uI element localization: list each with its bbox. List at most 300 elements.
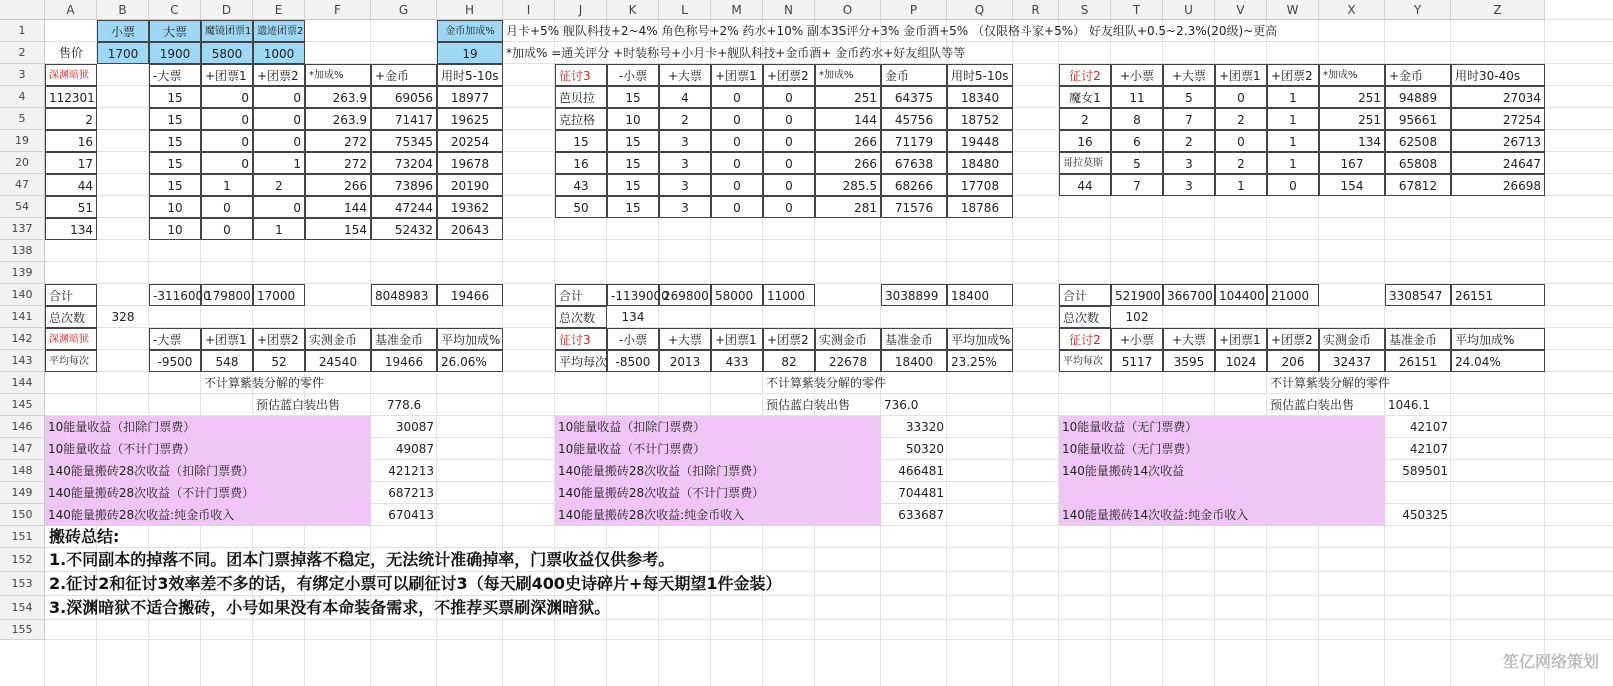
cell-S20[interactable]: 哥拉莫斯 <box>1059 152 1111 174</box>
cell-value-G146[interactable]: 30087 <box>395 420 434 434</box>
cell-W20[interactable]: 1 <box>1267 152 1319 174</box>
cell-Y20[interactable]: 65808 <box>1385 152 1451 174</box>
cell-M54[interactable]: 0 <box>711 196 763 218</box>
cell-value-G150[interactable]: 670413 <box>388 508 434 522</box>
cell-F19[interactable]: 272 <box>305 130 371 152</box>
column-header-J[interactable]: J <box>555 0 607 20</box>
cell-Q143[interactable]: 23.25% <box>947 350 1013 372</box>
row-header-47[interactable]: 47 <box>0 174 45 196</box>
row-header-54[interactable]: 54 <box>0 196 45 218</box>
row-header-20[interactable]: 20 <box>0 152 45 174</box>
cell-J146[interactable]: 10能量收益（扣除门票费） <box>555 416 881 438</box>
cell-H142[interactable]: 平均加成% <box>437 328 503 350</box>
cell-U5[interactable]: 7 <box>1163 108 1215 130</box>
cell-C3[interactable]: -大票 <box>149 64 201 86</box>
cell-value-Y148[interactable]: 589501 <box>1402 464 1448 478</box>
cell-E142[interactable]: +团票2 <box>253 328 305 350</box>
cell-M19[interactable]: 0 <box>711 130 763 152</box>
column-header-F[interactable]: F <box>305 0 371 20</box>
cell-S147[interactable]: 10能量收益（无门票费） <box>1059 438 1385 460</box>
column-header-P[interactable]: P <box>881 0 947 20</box>
cell-Y5[interactable]: 95661 <box>1385 108 1451 130</box>
cell-D140[interactable]: 179800 <box>201 284 253 306</box>
cell-M3[interactable]: +团票1 <box>711 64 763 86</box>
cell-J20[interactable]: 16 <box>555 152 607 174</box>
row-header-19[interactable]: 19 <box>0 130 45 152</box>
cell-value-P146[interactable]: 33320 <box>905 420 944 434</box>
cell-J54[interactable]: 50 <box>555 196 607 218</box>
cell-E140[interactable]: 17000 <box>253 284 305 306</box>
cell-P4[interactable]: 64375 <box>881 86 947 108</box>
cell-N20[interactable]: 0 <box>763 152 815 174</box>
cell-value-Y150[interactable]: 450325 <box>1402 508 1448 522</box>
cell-T142[interactable]: +小票 <box>1111 328 1163 350</box>
cell-F4[interactable]: 263.9 <box>305 86 371 108</box>
cell-P140[interactable]: 3038899 <box>881 284 947 306</box>
cell-C1[interactable]: 大票 <box>149 20 201 42</box>
cell-K5[interactable]: 10 <box>607 108 659 130</box>
cell-W142[interactable]: +团票2 <box>1267 328 1319 350</box>
cell-M143[interactable]: 433 <box>711 350 763 372</box>
cell-X3[interactable]: *加成% <box>1319 64 1385 86</box>
cell-T20[interactable]: 5 <box>1111 152 1163 174</box>
cell-P142[interactable]: 基准金币 <box>881 328 947 350</box>
cell-O20[interactable]: 266 <box>815 152 881 174</box>
cell-N145[interactable]: 预估蓝白装出售 <box>766 398 851 412</box>
cell-H140[interactable]: 19466 <box>437 284 503 306</box>
select-all-corner[interactable] <box>0 0 45 20</box>
cell-Y145[interactable]: 1046.1 <box>1388 398 1430 412</box>
cell-value-P149[interactable]: 704481 <box>898 486 944 500</box>
cell-P3[interactable]: 金币 <box>881 64 947 86</box>
cell-F5[interactable]: 263.9 <box>305 108 371 130</box>
column-header-H[interactable]: H <box>437 0 503 20</box>
cell-A151[interactable]: 搬砖总结: <box>49 527 120 546</box>
cell-U143[interactable]: 3595 <box>1163 350 1215 372</box>
cell-U47[interactable]: 3 <box>1163 174 1215 196</box>
cell-T47[interactable]: 7 <box>1111 174 1163 196</box>
column-header-O[interactable]: O <box>815 0 881 20</box>
cell-S143[interactable]: 平均每次 <box>1059 350 1111 372</box>
cell-U19[interactable]: 2 <box>1163 130 1215 152</box>
cell-D20[interactable]: 0 <box>201 152 253 174</box>
cell-G19[interactable]: 75345 <box>371 130 437 152</box>
cell-D54[interactable]: 0 <box>201 196 253 218</box>
cell-T141[interactable]: 102 <box>1125 310 1149 324</box>
cell-J147[interactable]: 10能量收益（不计门票费） <box>555 438 881 460</box>
cell-E143[interactable]: 52 <box>253 350 305 372</box>
cell-J19[interactable]: 15 <box>555 130 607 152</box>
cell-Y47[interactable]: 67812 <box>1385 174 1451 196</box>
cell-G54[interactable]: 47244 <box>371 196 437 218</box>
cell-Q142[interactable]: 平均加成% <box>947 328 1013 350</box>
cell-Z47[interactable]: 26698 <box>1451 174 1545 196</box>
cell-C54[interactable]: 10 <box>149 196 201 218</box>
column-header-W[interactable]: W <box>1267 0 1319 20</box>
cell-G3[interactable]: +金币 <box>371 64 437 86</box>
cell-L19[interactable]: 3 <box>659 130 711 152</box>
cell-E137[interactable]: 1 <box>253 218 305 240</box>
cell-Z4[interactable]: 27034 <box>1451 86 1545 108</box>
cell-V5[interactable]: 2 <box>1215 108 1267 130</box>
cell-L3[interactable]: +大票 <box>659 64 711 86</box>
cell-O143[interactable]: 22678 <box>815 350 881 372</box>
cell-M47[interactable]: 0 <box>711 174 763 196</box>
cell-Q140[interactable]: 18400 <box>947 284 1013 306</box>
row-header-145[interactable]: 145 <box>0 394 45 416</box>
cell-E19[interactable]: 0 <box>253 130 305 152</box>
cell-S47[interactable]: 44 <box>1059 174 1111 196</box>
cell-A153[interactable]: 2.征讨2和征讨3效率差不多的话，有绑定小票可以刷征讨3（每天刷400史诗碎片+每天期望1件金装） <box>49 574 782 593</box>
cell-M142[interactable]: +团票1 <box>711 328 763 350</box>
cell-P143[interactable]: 18400 <box>881 350 947 372</box>
cell-K3[interactable]: -小票 <box>607 64 659 86</box>
column-header-U[interactable]: U <box>1163 0 1215 20</box>
cell-A148[interactable]: 140能量搬砖28次收益（扣除门票费） <box>45 460 371 482</box>
cell-A146[interactable]: 10能量收益（扣除门票费） <box>45 416 371 438</box>
cell-X4[interactable]: 251 <box>1319 86 1385 108</box>
cell-D4[interactable]: 0 <box>201 86 253 108</box>
cell-H47[interactable]: 20190 <box>437 174 503 196</box>
cell-Q54[interactable]: 18786 <box>947 196 1013 218</box>
cell-H3[interactable]: 用时5-10s <box>437 64 503 86</box>
cell-L143[interactable]: 2013 <box>659 350 711 372</box>
cell-Z140[interactable]: 26151 <box>1451 284 1545 306</box>
cell-L47[interactable]: 3 <box>659 174 711 196</box>
cell-H19[interactable]: 20254 <box>437 130 503 152</box>
cell-J148[interactable]: 140能量搬砖28次收益（扣除门票费） <box>555 460 881 482</box>
column-header-T[interactable]: T <box>1111 0 1163 20</box>
cell-A54[interactable]: 51 <box>45 196 97 218</box>
cell-E145[interactable]: 预估蓝白装出售 <box>256 398 341 412</box>
cell-X5[interactable]: 251 <box>1319 108 1385 130</box>
cell-J150[interactable]: 140能量搬砖28次收益:纯金币收入 <box>555 504 881 526</box>
cell-Y3[interactable]: +金币 <box>1385 64 1451 86</box>
cell-H5[interactable]: 19625 <box>437 108 503 130</box>
cell-H137[interactable]: 20643 <box>437 218 503 240</box>
cell-A3[interactable]: 深渊暗狱 <box>45 64 97 86</box>
cell-E1[interactable]: 遗迹团票2 <box>253 20 305 42</box>
cell-X143[interactable]: 32437 <box>1319 350 1385 372</box>
cell-A149[interactable]: 140能量搬砖28次收益（不计门票费） <box>45 482 371 504</box>
cell-N143[interactable]: 82 <box>763 350 815 372</box>
cell-Q20[interactable]: 18480 <box>947 152 1013 174</box>
column-header-K[interactable]: K <box>607 0 659 20</box>
cell-D144[interactable]: 不计算紫装分解的零件 <box>204 376 325 390</box>
column-header-I[interactable]: I <box>503 0 555 20</box>
cell-P5[interactable]: 45756 <box>881 108 947 130</box>
cell-N4[interactable]: 0 <box>763 86 815 108</box>
cell-L20[interactable]: 3 <box>659 152 711 174</box>
cell-K143[interactable]: -8500 <box>607 350 659 372</box>
row-header-149[interactable]: 149 <box>0 482 45 504</box>
cell-D142[interactable]: +团票1 <box>201 328 253 350</box>
cell-S142[interactable]: 征讨2 <box>1059 328 1111 350</box>
row-header-153[interactable]: 153 <box>0 572 45 596</box>
cell-C5[interactable]: 15 <box>149 108 201 130</box>
cell-value-Y149[interactable] <box>1385 482 1451 504</box>
cell-T143[interactable]: 5117 <box>1111 350 1163 372</box>
row-header-150[interactable]: 150 <box>0 504 45 526</box>
cell-V140[interactable]: 104400 <box>1215 284 1267 306</box>
cell-X20[interactable]: 167 <box>1319 152 1385 174</box>
row-header-2[interactable]: 2 <box>0 42 45 64</box>
cell-A2[interactable]: 售价 <box>58 46 83 60</box>
cell-U140[interactable]: 366700 <box>1163 284 1215 306</box>
cell-A137[interactable]: 134 <box>45 218 97 240</box>
cell-I2[interactable]: *加成% =通关评分 +时装称号+小月卡+舰队科技+金币酒+ 金币药水+好友组队等等 <box>506 46 966 60</box>
row-header-144[interactable]: 144 <box>0 372 45 394</box>
cell-L54[interactable]: 3 <box>659 196 711 218</box>
cell-W5[interactable]: 1 <box>1267 108 1319 130</box>
cell-J5[interactable]: 克拉格 <box>555 108 607 130</box>
column-header-R[interactable]: R <box>1013 0 1059 20</box>
cell-U3[interactable]: +大票 <box>1163 64 1215 86</box>
cell-Q3[interactable]: 用时5-10s <box>947 64 1013 86</box>
row-header-3[interactable]: 3 <box>0 64 45 86</box>
cell-K4[interactable]: 15 <box>607 86 659 108</box>
cell-A141[interactable]: 总次数 <box>45 306 97 328</box>
cell-value-G147[interactable]: 49087 <box>395 442 434 456</box>
cell-G5[interactable]: 71417 <box>371 108 437 130</box>
cell-C140[interactable]: -3116000 <box>149 284 201 306</box>
column-header-C[interactable]: C <box>149 0 201 20</box>
cell-V3[interactable]: +团票1 <box>1215 64 1267 86</box>
cell-T19[interactable]: 6 <box>1111 130 1163 152</box>
cell-W3[interactable]: +团票2 <box>1267 64 1319 86</box>
cell-W4[interactable]: 1 <box>1267 86 1319 108</box>
cell-O4[interactable]: 251 <box>815 86 881 108</box>
column-header-B[interactable]: B <box>97 0 149 20</box>
column-header-X[interactable]: X <box>1319 0 1385 20</box>
cell-L4[interactable]: 4 <box>659 86 711 108</box>
cell-X47[interactable]: 154 <box>1319 174 1385 196</box>
cell-P145[interactable]: 736.0 <box>884 398 919 412</box>
cell-V4[interactable]: 0 <box>1215 86 1267 108</box>
cell-D1[interactable]: 魔镜团票1 <box>201 20 253 42</box>
cell-value-Y146[interactable]: 42107 <box>1409 420 1448 434</box>
cell-T140[interactable]: 521900 <box>1111 284 1163 306</box>
cell-N140[interactable]: 11000 <box>763 284 815 306</box>
cell-K142[interactable]: -小票 <box>607 328 659 350</box>
cell-C2[interactable]: 1900 <box>149 42 201 64</box>
cell-Z142[interactable]: 平均加成% <box>1451 328 1545 350</box>
cell-O5[interactable]: 144 <box>815 108 881 130</box>
cell-O47[interactable]: 285.5 <box>815 174 881 196</box>
cell-N3[interactable]: +团票2 <box>763 64 815 86</box>
cell-C137[interactable]: 10 <box>149 218 201 240</box>
cell-V19[interactable]: 0 <box>1215 130 1267 152</box>
cell-C142[interactable]: -大票 <box>149 328 201 350</box>
cell-S4[interactable]: 魔女1 <box>1059 86 1111 108</box>
cell-F142[interactable]: 实测金币 <box>305 328 371 350</box>
cell-F20[interactable]: 272 <box>305 152 371 174</box>
cell-B2[interactable]: 1700 <box>97 42 149 64</box>
cell-value-G149[interactable]: 687213 <box>388 486 434 500</box>
cell-Z3[interactable]: 用时30-40s <box>1451 64 1545 86</box>
cell-G145[interactable]: 778.6 <box>386 398 422 412</box>
cell-N142[interactable]: +团票2 <box>763 328 815 350</box>
cell-I1[interactable]: 月卡+5% 舰队科技+2~4% 角色称号+2% 药水+10% 副本3S评分+3% 金币酒+5% （仅限格斗家+5%） 好友组队+0.5~2.3%(20级)~更高 <box>506 24 1278 38</box>
cell-A47[interactable]: 44 <box>45 174 97 196</box>
row-header-154[interactable]: 154 <box>0 596 45 620</box>
cell-value-G148[interactable]: 421213 <box>388 464 434 478</box>
column-header-S[interactable]: S <box>1059 0 1111 20</box>
cell-G143[interactable]: 19466 <box>371 350 437 372</box>
cell-C19[interactable]: 15 <box>149 130 201 152</box>
cell-J141[interactable]: 总次数 <box>555 306 607 328</box>
row-header-139[interactable]: 139 <box>0 262 45 284</box>
cell-A154[interactable]: 3.深渊暗狱不适合搬砖，小号如果没有本命装备需求，不推荐买票刷深渊暗狱。 <box>49 598 611 617</box>
cell-Z143[interactable]: 24.04% <box>1451 350 1545 372</box>
cell-H20[interactable]: 19678 <box>437 152 503 174</box>
cell-D5[interactable]: 0 <box>201 108 253 130</box>
cell-value-P150[interactable]: 633687 <box>898 508 944 522</box>
cell-G142[interactable]: 基准金币 <box>371 328 437 350</box>
column-header-M[interactable]: M <box>711 0 763 20</box>
cell-A142[interactable]: 深渊暗狱 <box>45 328 97 350</box>
cell-A152[interactable]: 1.不同副本的掉落不同。团本门票掉落不稳定，无法统计准确掉率，门票收益仅供参考。 <box>49 550 675 569</box>
cell-B1[interactable]: 小票 <box>97 20 149 42</box>
cell-A150[interactable]: 140能量搬砖28次收益:纯金币收入 <box>45 504 371 526</box>
cell-W145[interactable]: 预估蓝白装出售 <box>1270 398 1355 412</box>
cell-Y142[interactable]: 基准金币 <box>1385 328 1451 350</box>
cell-J143[interactable]: 平均每次 <box>555 350 607 372</box>
column-header-G[interactable]: G <box>371 0 437 20</box>
cell-A140[interactable]: 合计 <box>45 284 97 306</box>
cell-J140[interactable]: 合计 <box>555 284 607 306</box>
cell-K140[interactable]: -1139000 <box>607 284 659 306</box>
cell-C143[interactable]: -9500 <box>149 350 201 372</box>
cell-Y19[interactable]: 62508 <box>1385 130 1451 152</box>
cell-U4[interactable]: 5 <box>1163 86 1215 108</box>
cell-Z5[interactable]: 27254 <box>1451 108 1545 130</box>
row-header-155[interactable]: 155 <box>0 620 45 640</box>
cell-O3[interactable]: *加成% <box>815 64 881 86</box>
cell-S3[interactable]: 征讨2 <box>1059 64 1111 86</box>
cell-K47[interactable]: 15 <box>607 174 659 196</box>
row-header-146[interactable]: 146 <box>0 416 45 438</box>
cell-K141[interactable]: 134 <box>621 310 645 324</box>
cell-S148[interactable]: 140能量搬砖14次收益 <box>1059 460 1385 482</box>
cell-Q4[interactable]: 18340 <box>947 86 1013 108</box>
cell-W144[interactable]: 不计算紫装分解的零件 <box>1270 376 1391 390</box>
cell-L140[interactable]: 269800 <box>659 284 711 306</box>
cell-L5[interactable]: 2 <box>659 108 711 130</box>
cell-Y143[interactable]: 26151 <box>1385 350 1451 372</box>
row-header-5[interactable]: 5 <box>0 108 45 130</box>
cell-K19[interactable]: 15 <box>607 130 659 152</box>
cell-P19[interactable]: 71179 <box>881 130 947 152</box>
cell-W47[interactable]: 0 <box>1267 174 1319 196</box>
cell-M4[interactable]: 0 <box>711 86 763 108</box>
row-header-152[interactable]: 152 <box>0 548 45 572</box>
cell-G140[interactable]: 8048983 <box>371 284 437 306</box>
cell-S149[interactable] <box>1059 482 1385 504</box>
column-header-E[interactable]: E <box>253 0 305 20</box>
cell-E3[interactable]: +团票2 <box>253 64 305 86</box>
column-header-Z[interactable]: Z <box>1451 0 1545 20</box>
row-header-137[interactable]: 137 <box>0 218 45 240</box>
cell-D3[interactable]: +团票1 <box>201 64 253 86</box>
cell-O19[interactable]: 266 <box>815 130 881 152</box>
cell-S19[interactable]: 16 <box>1059 130 1111 152</box>
cell-A147[interactable]: 10能量收益（不计门票费） <box>45 438 371 460</box>
cell-F137[interactable]: 154 <box>305 218 371 240</box>
column-header-V[interactable]: V <box>1215 0 1267 20</box>
cell-A19[interactable]: 16 <box>45 130 97 152</box>
cell-E2[interactable]: 1000 <box>253 42 305 64</box>
cell-D143[interactable]: 548 <box>201 350 253 372</box>
row-header-142[interactable]: 142 <box>0 328 45 350</box>
cell-Z20[interactable]: 24647 <box>1451 152 1545 174</box>
cell-F143[interactable]: 24540 <box>305 350 371 372</box>
cell-U142[interactable]: +大票 <box>1163 328 1215 350</box>
cell-K54[interactable]: 15 <box>607 196 659 218</box>
cell-O142[interactable]: 实测金币 <box>815 328 881 350</box>
cell-N47[interactable]: 0 <box>763 174 815 196</box>
column-header-L[interactable]: L <box>659 0 711 20</box>
column-header-Y[interactable]: Y <box>1385 0 1451 20</box>
cell-E4[interactable]: 0 <box>253 86 305 108</box>
row-header-138[interactable]: 138 <box>0 240 45 262</box>
cell-G47[interactable]: 73896 <box>371 174 437 196</box>
cell-J4[interactable]: 芭贝拉 <box>555 86 607 108</box>
cell-T5[interactable]: 8 <box>1111 108 1163 130</box>
cell-M140[interactable]: 58000 <box>711 284 763 306</box>
cell-Y140[interactable]: 3308547 <box>1385 284 1451 306</box>
row-header-147[interactable]: 147 <box>0 438 45 460</box>
cell-L142[interactable]: +大票 <box>659 328 711 350</box>
column-header-A[interactable]: A <box>45 0 97 20</box>
cell-H2[interactable]: 19 <box>437 42 503 64</box>
cell-W143[interactable]: 206 <box>1267 350 1319 372</box>
cell-E5[interactable]: 0 <box>253 108 305 130</box>
cell-J47[interactable]: 43 <box>555 174 607 196</box>
cell-N54[interactable]: 0 <box>763 196 815 218</box>
row-header-151[interactable]: 151 <box>0 526 45 548</box>
cell-G20[interactable]: 73204 <box>371 152 437 174</box>
cell-X142[interactable]: 实测金币 <box>1319 328 1385 350</box>
cell-E54[interactable]: 0 <box>253 196 305 218</box>
cell-C47[interactable]: 15 <box>149 174 201 196</box>
cell-G4[interactable]: 69056 <box>371 86 437 108</box>
cell-J142[interactable]: 征讨3 <box>555 328 607 350</box>
cell-X19[interactable]: 134 <box>1319 130 1385 152</box>
cell-A4[interactable]: 112301 <box>45 86 97 108</box>
cell-S140[interactable]: 合计 <box>1059 284 1111 306</box>
cell-S146[interactable]: 10能量收益（无门票费） <box>1059 416 1385 438</box>
row-header-4[interactable]: 4 <box>0 86 45 108</box>
cell-K20[interactable]: 15 <box>607 152 659 174</box>
cell-B141[interactable]: 328 <box>111 310 135 324</box>
cell-J3[interactable]: 征讨3 <box>555 64 607 86</box>
cell-C20[interactable]: 15 <box>149 152 201 174</box>
cell-F47[interactable]: 266 <box>305 174 371 196</box>
cell-O54[interactable]: 281 <box>815 196 881 218</box>
cell-H143[interactable]: 26.06% <box>437 350 503 372</box>
cell-A143[interactable]: 平均每次 <box>45 350 97 372</box>
cell-T3[interactable]: +小票 <box>1111 64 1163 86</box>
cell-H54[interactable]: 19362 <box>437 196 503 218</box>
cell-value-P148[interactable]: 466481 <box>898 464 944 478</box>
row-header-1[interactable]: 1 <box>0 20 45 42</box>
row-header-143[interactable]: 143 <box>0 350 45 372</box>
cell-D2[interactable]: 5800 <box>201 42 253 64</box>
cell-H1[interactable]: 金币加成% <box>437 20 503 42</box>
cell-V142[interactable]: +团票1 <box>1215 328 1267 350</box>
cell-V47[interactable]: 1 <box>1215 174 1267 196</box>
